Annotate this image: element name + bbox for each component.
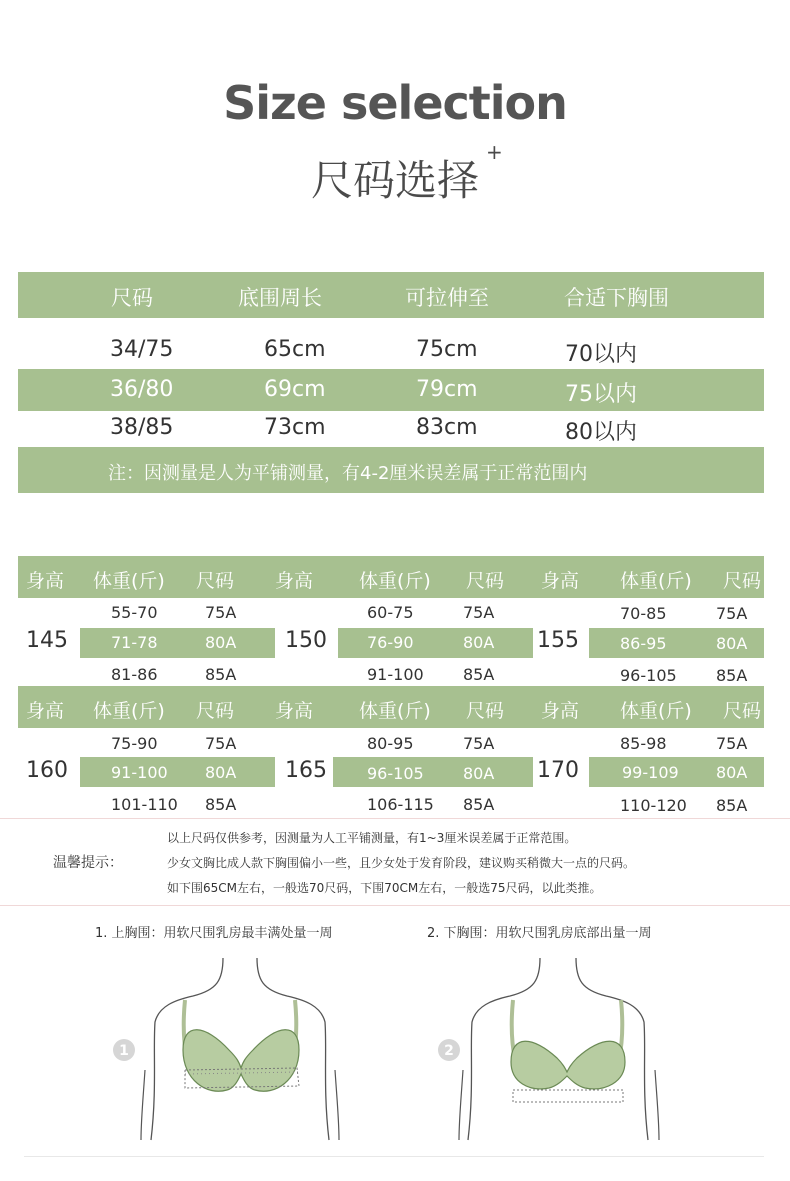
underbust-value: 80以内 [565,420,637,445]
weight-range: 71-78 [111,633,158,652]
band-value: 69cm [264,377,326,402]
highlight-row [333,757,533,787]
header-size: 尺码 [196,700,235,722]
weight-range: 106-115 [367,795,434,814]
size-label: 85A [205,795,237,814]
title-chinese: 尺码选择 [310,156,479,205]
header-band-length: 底围周长 [238,286,322,310]
underbust-value: 75以内 [565,382,637,407]
size-label: 85A [463,795,495,814]
height-value: 160 [26,758,68,783]
measurement-note [18,447,764,493]
size-label: 75A [205,734,237,753]
header-height: 身高 [275,570,314,592]
under-bust-illustration [435,950,705,1145]
size-label: 85A [716,666,748,685]
weight-range: 110-120 [620,796,687,815]
weight-range: 75-90 [111,734,158,753]
tips-line: 以上尺码仅供参考，因测量为人工平铺测量，有1~3厘米误差属于正常范围。 [167,831,577,845]
height-value: 150 [285,628,327,653]
header-height: 身高 [26,570,65,592]
weight-range: 70-85 [620,604,667,623]
header-weight: 体重(斤) [359,570,431,592]
bottom-divider [24,1156,764,1157]
header-stretch: 可拉伸至 [405,286,489,310]
weight-range: 80-95 [367,734,414,753]
weight-range: 85-98 [620,734,667,753]
header-weight: 体重(斤) [359,700,431,722]
underbust-value: 70以内 [565,342,637,367]
size-label: 80A [463,633,495,652]
weight-range: 91-100 [111,763,168,782]
size-label: 75A [463,603,495,622]
highlight-row [80,628,275,658]
header-height: 身高 [275,700,314,722]
title-plus-mark: + [486,140,503,164]
header-height: 身高 [26,700,65,722]
weight-range: 99-109 [622,763,679,782]
band-value: 73cm [264,415,326,440]
header-underbust: 合适下胸围 [564,286,669,310]
size-label: 80A [716,763,748,782]
size-row [18,369,764,411]
band-value: 65cm [264,337,326,362]
size-table-header [18,272,764,318]
upper-bust-illustration [105,950,375,1145]
size-label: 80A [205,633,237,652]
height-table-header [18,556,764,598]
note-text: 注：因测量是人为平铺测量，有4-2厘米误差属于正常范围内 [108,463,588,484]
size-row [18,412,764,446]
header-weight: 体重(斤) [620,700,692,722]
height-value: 145 [26,628,68,653]
header-size: 尺码 [111,286,153,310]
tips-section [0,818,790,906]
weight-range: 101-110 [111,795,178,814]
stretch-value: 79cm [416,377,478,402]
stretch-value: 83cm [416,415,478,440]
header-height: 身高 [541,570,580,592]
step-badge-1 [113,1039,135,1061]
svg-text:1: 1 [119,1043,129,1059]
weight-range: 91-100 [367,665,424,684]
size-label: 75A [716,734,748,753]
tips-line: 如下围65CM左右，一般选70尺码，下围70CM左右，一般选75尺码，以此类推。 [167,881,602,895]
header-size: 尺码 [466,700,505,722]
header-size: 尺码 [196,570,235,592]
svg-text:2: 2 [444,1043,454,1059]
step-under-bust: 2. 下胸围：用软尺围乳房底部出量一周 [427,926,652,941]
weight-range: 81-86 [111,665,158,684]
height-value: 155 [537,628,579,653]
size-label: 75A [463,734,495,753]
header-size: 尺码 [723,570,762,592]
size-value: 36/80 [110,377,174,402]
title-english: Size selection [223,76,567,130]
weight-range: 96-105 [367,764,424,783]
tips-line: 少女文胸比成人款下胸围偏小一些，且少女处于发育阶段，建议购买稍微大一点的尺码。 [167,856,636,870]
stretch-value: 75cm [416,337,478,362]
highlight-row [80,757,275,787]
size-row [18,332,764,368]
size-value: 38/85 [110,415,174,440]
header-height: 身高 [541,700,580,722]
weight-range: 55-70 [111,603,158,622]
size-label: 75A [716,604,748,623]
size-label: 80A [716,634,748,653]
weight-range: 60-75 [367,603,414,622]
header-size: 尺码 [466,570,505,592]
height-table-header [18,686,764,728]
weight-range: 76-90 [367,633,414,652]
size-label: 85A [205,665,237,684]
size-label: 85A [463,665,495,684]
header-weight: 体重(斤) [93,570,165,592]
tips-label: 温馨提示： [53,855,123,871]
header-weight: 体重(斤) [93,700,165,722]
weight-range: 86-95 [620,634,667,653]
step-badge-2 [438,1039,460,1061]
size-label: 75A [205,603,237,622]
size-label: 80A [463,764,495,783]
height-value: 165 [285,758,327,783]
header-size: 尺码 [723,700,762,722]
size-label: 85A [716,796,748,815]
size-label: 80A [205,763,237,782]
step-upper-bust: 1. 上胸围：用软尺围乳房最丰满处量一周 [95,926,333,941]
size-value: 34/75 [110,337,174,362]
height-value: 170 [537,758,579,783]
header-weight: 体重(斤) [620,570,692,592]
weight-range: 96-105 [620,666,677,685]
